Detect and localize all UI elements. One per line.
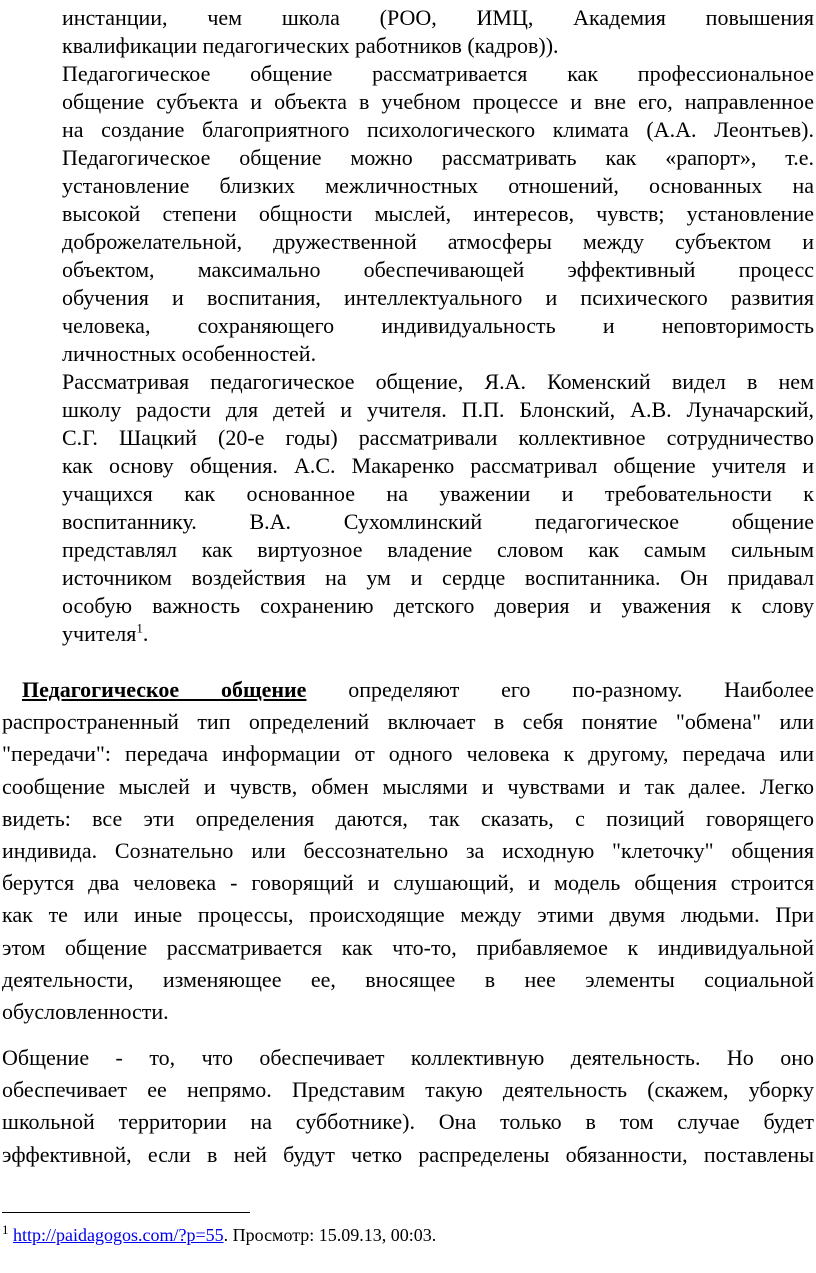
paragraph-line: Педагогическое общение рассматривается как профессиональное: [62, 61, 814, 86]
paragraph-line: обеспечивает ее непрямо. Представим такую деятельность (скажем, уборку: [2, 1077, 814, 1103]
paragraph-line: школу радости для детей и учителя. П.П. Блонский, А.В. Луначарский,: [62, 397, 814, 422]
paragraph-line: "передачи": передача информации от одного человека к другому, передача или: [2, 741, 814, 767]
paragraph-line: Рассматривая педагогическое общение, Я.А. Коменский видел в нем: [62, 369, 814, 394]
paragraph-line: С.Г. Шацкий (20-е годы) рассматривали коллективное сотрудничество: [62, 425, 814, 450]
paragraph-line: индивида. Сознательно или бессознательно за исходную "клеточку" общения: [2, 838, 814, 863]
paragraph-line: этом общение рассматривается как что-то, прибавляемое к индивидуальной: [2, 934, 814, 960]
paragraph-line: высокой степени общности мыслей, интересов, чувств; установление: [62, 201, 814, 226]
footnote-link[interactable]: http://paidagogos.com/?p=55: [13, 1225, 224, 1245]
footnote-separator: [2, 1212, 250, 1213]
footnote: [2, 1224, 436, 1246]
paragraph-line: берутся два человека - говорящий и слушающий, и модель общения строится: [2, 870, 814, 896]
paragraph-line: инстанции, чем школа (РОО, ИМЦ, Академия повышения: [62, 5, 814, 30]
paragraph-line: объектом, максимально обеспечивающей эффективный процесс: [62, 257, 814, 282]
paragraph-line: видеть: все эти определения даются, так сказать, с позиций говорящего: [2, 805, 814, 831]
punctuation: .: [142, 621, 149, 646]
paragraph-line: источником воздействия на ум и сердце воспитанника. Он придавал: [62, 565, 814, 590]
footnote-text: . Просмотр: 15.09.13, 00:03.: [223, 1225, 437, 1245]
paragraph-line: деятельности, изменяющее ее, вносящее в нее элементы социальной: [2, 966, 814, 992]
paragraph-line: учащихся как основанное на уважении и требовательности к: [62, 481, 814, 506]
paragraph-line: личностных особенностей.: [62, 341, 317, 366]
paragraph-line: квалификации педагогических работников (кадров)).: [62, 33, 559, 58]
paragraph-line: Общение - то, что обеспечивает коллективную деятельность. Но оно: [2, 1045, 814, 1070]
footnote-reference[interactable]: 1: [136, 620, 143, 636]
paragraph-line: эффективной, если в ней будут четко распределены обязанности, поставлены: [2, 1141, 814, 1167]
paragraph-line: обучения и воспитания, интеллектуального и психического развития: [62, 285, 814, 310]
paragraph-line: общение субъекта и объекта в учебном процессе и вне его, направленное: [62, 89, 814, 114]
term-heading: Педагогическое общение: [22, 677, 307, 702]
paragraph-line: воспитаннику. В.А. Сухомлинский педагогическое общение: [62, 509, 814, 534]
paragraph-line: распространенный тип определений включает в себя понятие "обмена" или: [2, 709, 814, 735]
paragraph-line: на создание благоприятного психологического климата (А.А. Леонтьев).: [62, 117, 814, 142]
paragraph-line: установление близких межличностных отношений, основанных на: [62, 173, 814, 198]
paragraph-line: как основу общения. А.С. Макаренко рассматривал общение учителя и: [62, 453, 814, 478]
paragraph-line: человека, сохраняющего индивидуальность и неповторимость: [62, 313, 814, 338]
paragraph-word: учителя: [62, 621, 137, 646]
paragraph-line: Педагогическое общение можно рассматривать как «рапорт», т.е.: [62, 145, 814, 170]
paragraph-line: школьной территории на субботнике). Она только в том случае будет: [2, 1109, 814, 1135]
paragraph-text: определяют его по-разному. Наиболее: [306, 677, 814, 702]
paragraph-line: [2, 676, 814, 704]
paragraph-line: сообщение мыслей и чувств, обмен мыслями и чувствами и так далее. Легко: [2, 773, 814, 799]
paragraph-line: доброжелательной, дружественной атмосферы между субъектом и: [62, 229, 814, 254]
paragraph-line: обусловленности.: [2, 999, 169, 1024]
paragraph-line: [62, 620, 148, 648]
paragraph-line: представлял как виртуозное владение словом как самым сильным: [62, 537, 814, 562]
paragraph-line: как те или иные процессы, происходящие между этими двумя людьми. При: [2, 902, 814, 928]
footnote-marker: 1: [2, 1222, 9, 1237]
paragraph-line: особую важность сохранению детского доверия и уважения к слову: [62, 593, 814, 618]
